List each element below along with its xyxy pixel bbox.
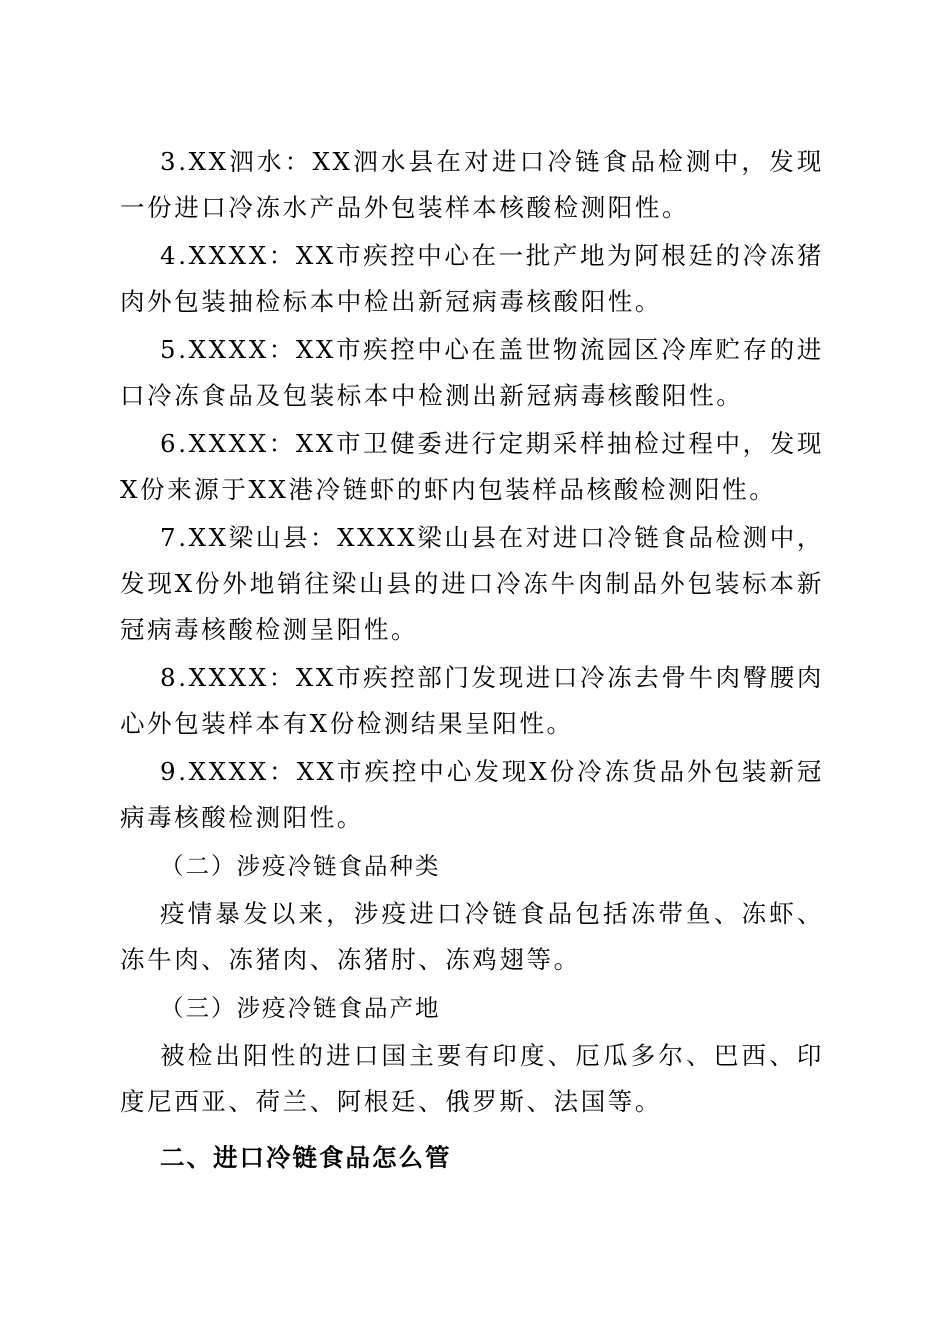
item-3-paragraph: 3.XX泗水：XX泗水县在对进口冷链食品检测中，发现一份进口冷冻水产品外包装样本核酸检测阳性。 xyxy=(120,147,824,222)
section-2-heading: （二）涉疫冷链食品种类 xyxy=(160,852,441,880)
section-2-paragraph: 疫情暴发以来，涉疫进口冷链食品包括冻带鱼、冻虾、冻牛肉、冻猪肉、冻猪肘、冻鸡翅等。 xyxy=(120,899,824,974)
item-8-paragraph: 8.XXXX：XX市疾控部门发现进口冷冻去骨牛肉臀腰肉心外包装样本有X份检测结果呈阳性。 xyxy=(120,663,824,738)
item-4-paragraph: 4.XXXX：XX市疾控中心在一批产地为阿根廷的冷冻猪肉外包装抽检标本中检出新冠病毒核酸阳性。 xyxy=(120,241,824,316)
item-6-paragraph: 6.XXXX：XX市卫健委进行定期采样抽检过程中，发现X份来源于XX港冷链虾的虾内包装样品核酸检测阳性。 xyxy=(120,429,824,504)
document-body xyxy=(120,139,824,1181)
part-2-heading: 二、进口冷链食品怎么管 xyxy=(160,1143,452,1172)
item-5-paragraph: 5.XXXX：XX市疾控中心在盖世物流园区冷库贮存的进口冷冻食品及包装标本中检测出新冠病毒核酸阳性。 xyxy=(120,335,824,410)
item-9-paragraph: 9.XXXX：XX市疾控中心发现X份冷冻货品外包装新冠病毒核酸检测阳性。 xyxy=(120,757,824,832)
item-7-paragraph: 7.XX梁山县：XXXX梁山县在对进口冷链食品检测中，发现X份外地销往梁山县的进口冷冻牛肉制品外包装标本新冠病毒核酸检测呈阳性。 xyxy=(120,523,824,644)
section-3-heading: （三）涉疫冷链食品产地 xyxy=(160,994,441,1022)
section-3-paragraph: 被检出阳性的进口国主要有印度、厄瓜多尔、巴西、印度尼西亚、荷兰、阿根廷、俄罗斯、法国等。 xyxy=(120,1041,824,1116)
